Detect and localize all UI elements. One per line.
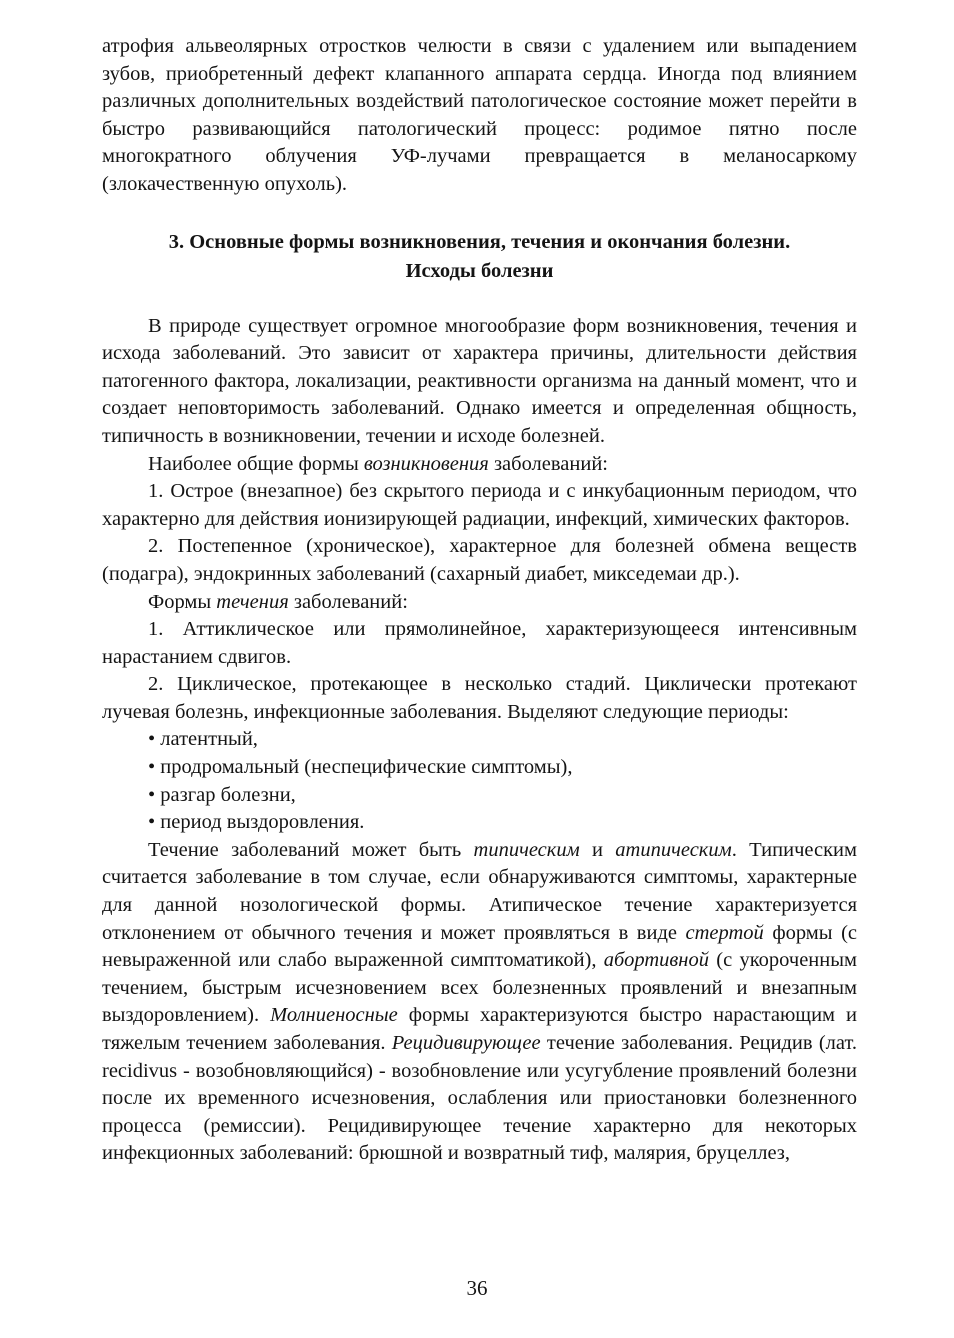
onset-lead-text-end: заболеваний:: [488, 452, 609, 475]
onset-lead-text: Наиболее общие формы: [148, 452, 364, 475]
intro-paragraph: В природе существует огромное многообразие форм возникновения, течения и исхода заболеваний. Это зависит от характера причины, длительности действия патогенного фактора, локализации, реактивности организма на данный момент, что и создает неповторимость заболеваний. Однако имеется и определенная общность, типичность в возникновении, течении и исходе болезней.: [102, 314, 857, 447]
section-heading-line1: 3. Основные формы возникновения, течения и окончания болезни.: [168, 230, 791, 253]
section-heading: [102, 228, 857, 286]
text-line: зубов, приобретенный дефект клапанного аппарата сердца. Иногда под: [102, 62, 763, 85]
text-line: пятно после многократного облучения УФ-лучами превращается в: [102, 117, 857, 168]
onset-item-1: 1. Острое (внезапное) без скрытого периода и с инкубационным периодом, что характерно для действия ионизирующей радиации, инфекций, химических факторов.: [102, 480, 857, 530]
onset-lead-emphasis: возникновения: [363, 452, 489, 475]
course-item-2: 2. Циклическое, протекающее в несколько стадий. Циклически протекают лучевая болезнь, инфекционные заболевания. Выделяют следующие периоды:: [102, 673, 857, 723]
emphasis-run: Молниеносные: [270, 1004, 398, 1027]
course-lead-emphasis: течения: [216, 590, 289, 613]
typical-course-paragraph: [102, 837, 857, 1168]
emphasis-run: Рецидивирующее: [391, 1032, 541, 1054]
text-run: формы (с невыраженной или слабо выраженной симптоматикой),: [102, 921, 857, 972]
text-run: Течение заболеваний может быть: [148, 838, 474, 861]
bullet-item: • латентный,: [148, 728, 258, 751]
onset-lead: [102, 451, 857, 479]
bullet-item: • продромальный (неспецифические симптомы),: [148, 756, 573, 779]
document-page: [102, 33, 857, 1168]
bullet-item: • разгар болезни,: [148, 783, 296, 806]
emphasis-run: абортивной: [603, 949, 709, 972]
text-run: (с укороченным течением, быстрым исчезновением всех болезненных проявлений и внезапным выздоровлением).: [102, 949, 857, 1027]
onset-item-2: 2. Постепенное (хроническое), характерное для болезней обмена веществ (подагра), эндокринных заболеваний (сахарный диабет, микседемаи др.).: [102, 535, 857, 585]
page-number: 36: [466, 1276, 488, 1300]
text-line: меланосаркому (злокачественную опухоль).: [102, 145, 857, 195]
text-line: может перейти в быстро развивающийся патологический процесс: родимое: [102, 90, 857, 140]
emphasis-run: стертой: [685, 921, 764, 944]
course-lead: [102, 589, 857, 617]
emphasis-run: атипическим: [615, 838, 732, 861]
course-lead-text-end: заболеваний:: [288, 590, 408, 613]
text-line: влиянием различных дополнительных воздействий патологическое состояние: [102, 62, 858, 113]
course-item-1: 1. Аттиклическое или прямолинейное, характеризующееся интенсивным нарастанием сдвигов.: [102, 618, 857, 668]
text-run: и: [579, 838, 616, 861]
emphasis-run: типическим: [473, 838, 580, 861]
section-heading-line2: Исходы болезни: [405, 259, 554, 282]
text-line: атрофия альвеолярных отростков челюсти в связи с удалением или выпадением: [102, 35, 857, 57]
paragraph-continuation: [102, 33, 857, 199]
text-run: . Типическим считается заболевание в том случае, если обнаруживаются симптомы, характерные для данной нозологической формы. Атипическое течение характеризуется отклонением от обычного течения и может проявляться в виде: [102, 838, 857, 944]
course-lead-text: Формы: [148, 590, 217, 613]
text-run: формы характеризуются быстро нарастающим и тяжелым течением заболевания.: [102, 1004, 857, 1054]
text-run: течение заболевания. Рецидив (лат. recidivus - возобновляющийся) - возобновление или усугубление проявлений болезни после их временного исчезновения, ослабления или приостановки болезненного процесса (ремиссии). Рецидивирующее течение характерно для некоторых инфекционных заболеваний: брюшной и возвратный тиф, малярия, бруцеллез,: [102, 1032, 858, 1165]
bullet-item: • период выздоровления.: [148, 811, 365, 834]
